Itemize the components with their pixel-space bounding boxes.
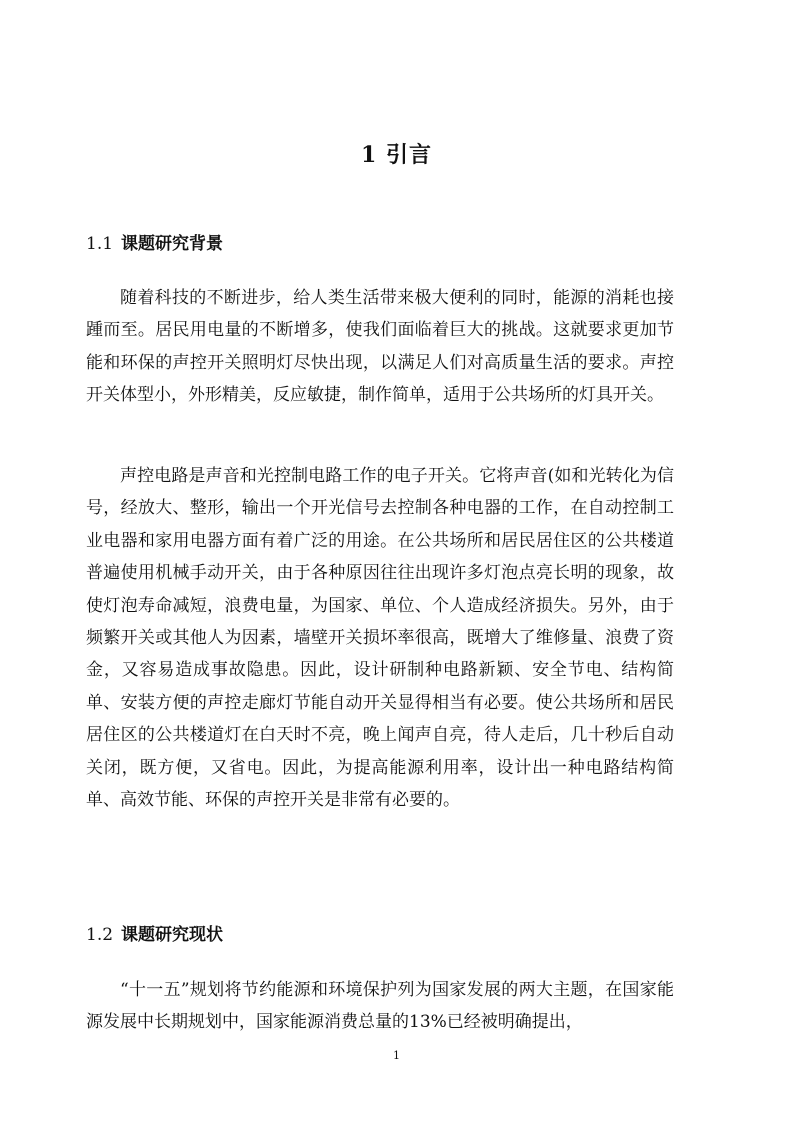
chapter-title: 1 引言 <box>361 142 432 168</box>
section-title: 课题研究现状 <box>121 925 224 945</box>
section-number: 1.1 <box>86 234 114 254</box>
page-number: 1 <box>393 1049 400 1062</box>
section-heading-1-1 <box>86 229 223 254</box>
section-heading-1-2 <box>86 920 223 945</box>
section-number: 1.2 <box>86 925 114 945</box>
paragraph: “十一五”规划将节约能源和环境保护列为国家发展的两大主题，在国家能源发展中长期规划中，国家能源消费总量的13%已经被明确提出， <box>86 980 674 1033</box>
paragraph: 随着科技的不断进步，给人类生活带来极大便利的同时，能源的消耗也接踵而至。居民用电量的不断增多，使我们面临着巨大的挑战。这就要求更加节能和环保的声控开关照明灯尽快出现，以满足人们对高质量生活的要求。声控开关体型小，外形精美，反应敏捷，制作简单，适用于公共场所的灯具开关。 <box>86 288 674 406</box>
paragraph: 声控电路是声音和光控制电路工作的电子开关。它将声音(如和光转化为信号，经放大、整形，输出一个开光信号去控制各种电器的工作，在自动控制工业电器和家用电器方面有着广泛的用途。在公共场所和居民居住区的公共楼道普遍使用机械手动开关，由于各种原因往往出现许多灯泡点亮长明的现象，故使灯泡寿命减短，浪费电量，为国家、单位、个人造成经济损失。另外，由于频繁开关或其他人为因素，墙壁开关损坏率很高，既增大了维修量、浪费了资金，又容易造成事故隐患。因此，设计研制种电路新颖、安全节电、结构简单、安装方便的声控走廊灯节能自动开关显得相当有必要。使公共场所和居民居住区的公共楼道灯在白天时不亮，晚上闻声自亮，待人走后，几十秒后自动关闭，既方便，又省电。因此，为提高能源利用率，设计出一种电路结构简单、高效节能、环保的声控开关是非常有必要的。 <box>86 466 674 811</box>
section-title: 课题研究背景 <box>121 234 224 254</box>
